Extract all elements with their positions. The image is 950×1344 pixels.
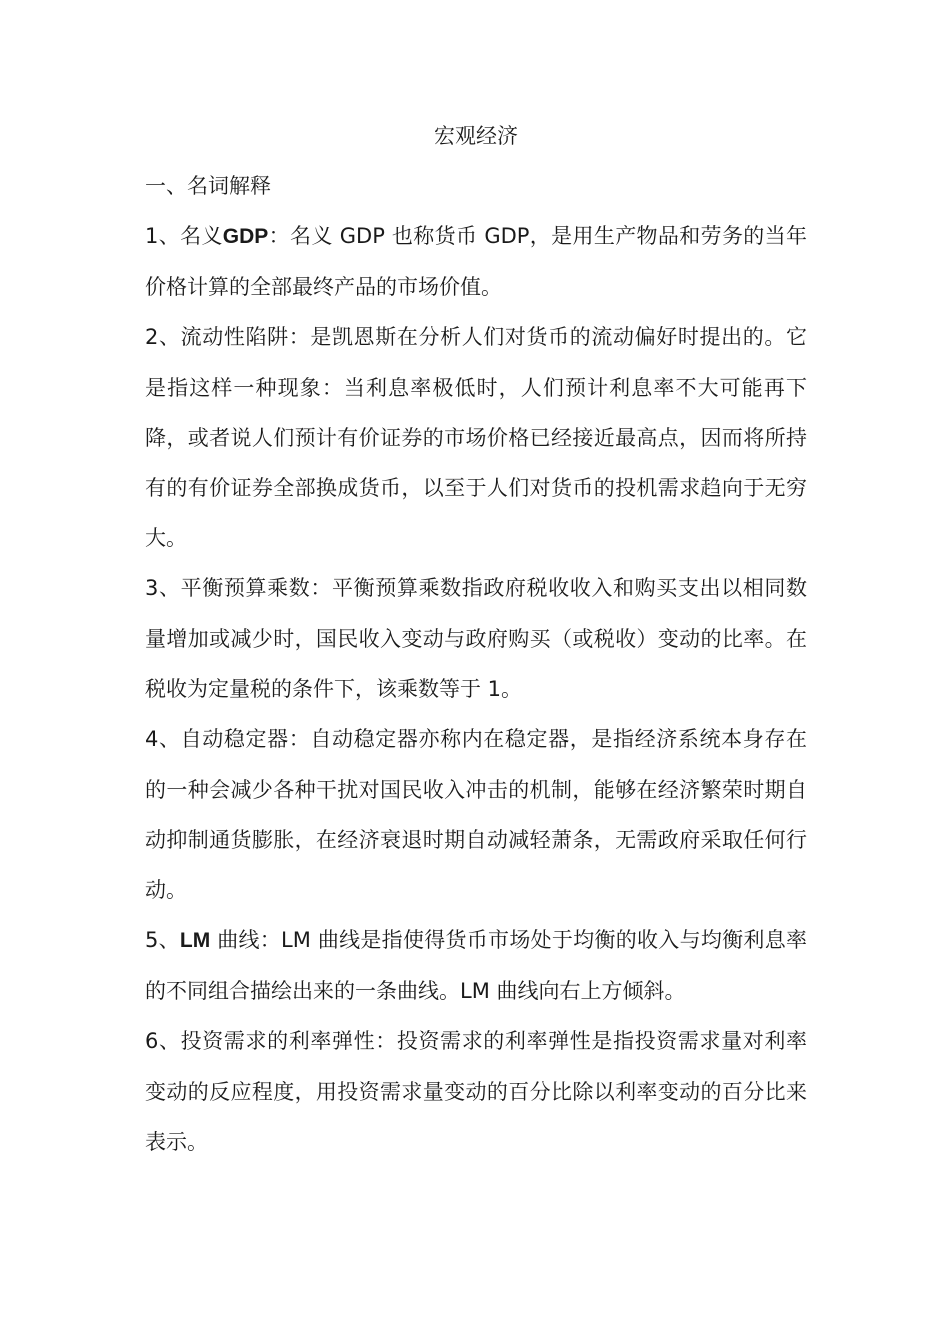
glossary-entry-6 xyxy=(145,1016,807,1167)
glossary-entry-1 xyxy=(145,211,807,312)
glossary-entry-5 xyxy=(145,915,807,1016)
entry-number: 2、 xyxy=(145,325,181,349)
entry-number: 3、 xyxy=(145,576,181,600)
document-title: 宏观经济 xyxy=(434,124,518,148)
entry-separator: ： xyxy=(375,1029,397,1053)
glossary-entry-3 xyxy=(145,563,807,714)
entry-definition: 名义 GDP 也称货币 GDP，是用生产物品和劳务的当年价格计算的全部最终产品的市场价值。 xyxy=(145,224,808,299)
entry-number: 5、 xyxy=(145,928,180,952)
entry-definition: 投资需求的利率弹性是指投资需求量对利率变动的反应程度，用投资需求量变动的百分比除以利率变动的百分比来表示。 xyxy=(145,1029,808,1154)
term-bold: GDP xyxy=(222,225,269,248)
entry-term xyxy=(180,224,268,248)
glossary-entry-2 xyxy=(145,312,807,563)
entry-number: 1、 xyxy=(145,224,181,248)
term-prefix: 投资需求的利率弹性 xyxy=(180,1029,376,1053)
entry-number: 6、 xyxy=(145,1029,181,1053)
term-prefix: 名义 xyxy=(180,224,223,248)
entry-separator: ： xyxy=(268,224,291,248)
entry-definition: 平衡预算乘数指政府税收收入和购买支出以相同数量增加或减少时，国民收入变动与政府购买（或税收）变动的比率。在税收为定量税的条件下，该乘数等于 1。 xyxy=(145,576,808,701)
entry-separator: ： xyxy=(288,325,311,349)
entry-separator: ： xyxy=(310,576,332,600)
term-prefix: 平衡预算乘数 xyxy=(180,576,311,600)
term-bold: LM xyxy=(179,929,211,952)
term-prefix: 自动稳定器 xyxy=(180,727,289,751)
entry-separator: ： xyxy=(259,928,282,952)
document-page xyxy=(145,118,807,1174)
entry-definition: 自动稳定器亦称内在稳定器，是指经济系统本身存在的一种会减少各种干扰对国民收入冲击的机制，能够在经济繁荣时期自动抑制通货膨胀，在经济衰退时期自动减轻萧条，无需政府采取任何行动。 xyxy=(145,727,808,902)
section-heading: 一、名词解释 xyxy=(145,174,271,198)
entry-number: 4、 xyxy=(145,727,181,751)
term-prefix: 流动性陷阱 xyxy=(180,325,289,349)
entry-term xyxy=(180,928,260,952)
entry-term xyxy=(181,576,311,600)
entry-definition: 是凯恩斯在分析人们对货币的流动偏好时提出的。它是指这样一种现象：当利息率极低时，人们预计利息率不大可能再下降，或者说人们预计有价证券的市场价格已经接近最高点，因而将所持有的有价证券全部换成货币，以至于人们对货币的投机需求趋向于无穷大。 xyxy=(145,325,808,550)
glossary-entry-4 xyxy=(145,714,807,915)
entry-term xyxy=(181,1029,376,1053)
entry-separator: ： xyxy=(288,727,311,751)
entry-term xyxy=(181,727,289,751)
entry-term xyxy=(181,325,289,349)
entry-definition: LM 曲线是指使得货币市场处于均衡的收入与均衡利息率的不同组合描绘出来的一条曲线。LM 曲线向右上方倾斜。 xyxy=(145,928,807,1003)
term-suffix: 曲线 xyxy=(210,928,260,952)
